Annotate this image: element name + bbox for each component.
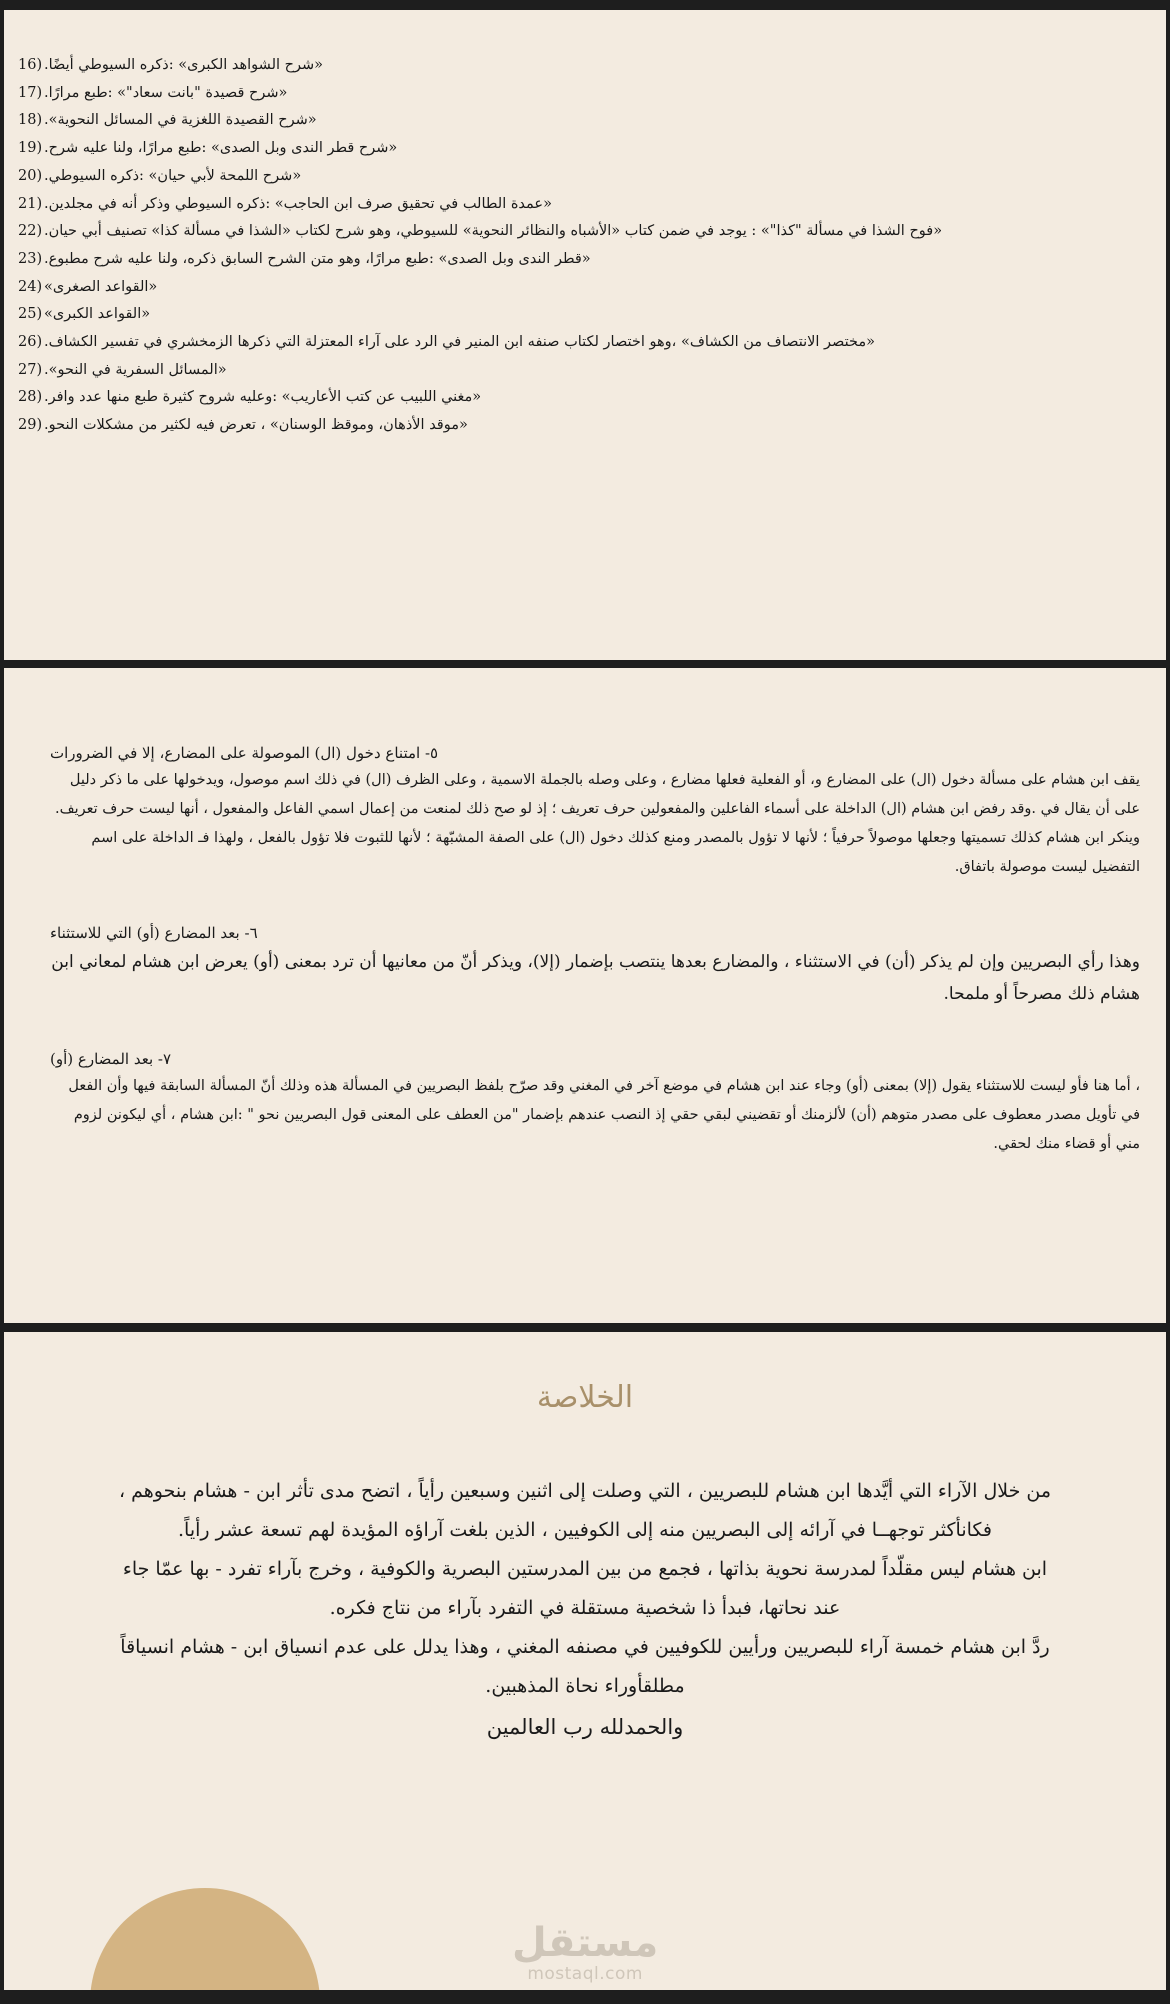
list-item-text: «عمدة الطالب في تحقيق صرف ابن الحاجب» :ذكره السيوطي وذكر أنه في مجلدين. xyxy=(44,195,552,212)
list-item xyxy=(18,246,1136,274)
list-item xyxy=(18,301,1136,329)
page-conclusion xyxy=(4,1332,1166,1990)
list-item-text: «القواعد الكبرى» xyxy=(44,306,151,323)
list-item-number: 20) xyxy=(18,167,43,184)
list-item-number: 17) xyxy=(18,84,43,101)
list-item-text: «موقد الأذهان، وموقظ الوسنان» ، تعرض فيه لكثير من مشكلات النحو. xyxy=(44,417,468,434)
conclusion-paragraph: من خلال الآراء التي أيَّدها ابن هشام للبصريين ، التي وصلت إلى اثنين وسبعين رأياً ، اتضح مدى تأثر ابن - هشام بنحوهم ، فكانأكثر توجهــا في آرائه إلى البصريين منه إلى الكوفيين ، الذين بلغت آراؤه المؤيدة لهم تسعة عشر رأياً. xyxy=(118,1480,1052,1541)
section-5-heading: ٥- امتناع دخول (ال) الموصولة على المضارع، إلا في الضرورات xyxy=(50,744,439,762)
list-item-number: 16) xyxy=(18,57,43,73)
works-list xyxy=(18,52,1136,440)
conclusion-paragraph: ابن هشام ليس مقلّداً لمدرسة نحوية بذاتها ، فجمع من بين المدرستين البصرية والكوفية ، وخرج بآراء تفرد - بها عمّا جاء عند نحاتها، فبدأ ذا شخصية مستقلة في التفرد بآراء من نتاج فكره. xyxy=(122,1558,1048,1619)
list-item-number: 21) xyxy=(18,195,43,212)
list-item xyxy=(18,218,1136,246)
page-grammar-notes xyxy=(4,668,1166,1323)
closing-line: والحمدلله رب العالمين xyxy=(486,1715,684,1739)
list-item xyxy=(18,412,1136,440)
section-6 xyxy=(50,920,1140,1010)
list-item-text: «شرح قطر الندى وبل الصدى» :طبع مرارًا، ولنا عليه شرح. xyxy=(44,140,398,157)
section-5 xyxy=(50,740,1140,882)
list-item-number: 27) xyxy=(18,361,43,378)
list-item-number: 28) xyxy=(18,389,43,406)
list-item-number: 22) xyxy=(18,223,43,240)
list-item-number: 29) xyxy=(18,417,43,434)
watermark-url: mostaql.com xyxy=(527,1964,643,1984)
list-item xyxy=(18,163,1136,191)
decorative-circle xyxy=(90,1888,320,1990)
list-item-text: «فوح الشذا في مسألة "كذا"» : يوجد في ضمن كتاب «الأشباه والنظائر النحوية» للسيوطي، وهو شرح لكتاب «الشذا في مسألة كذا» تصنيف أبي حيان. xyxy=(44,223,943,240)
list-item-text: «شرح القصيدة اللغزية في المسائل النحوية». xyxy=(44,112,317,129)
section-7-body: ، أما هنا فأو ليست للاستثناء يقول (إلا) بمعنى (أو) وجاء عند ابن هشام في موضع آخر في المغني وقد صرّح بلفظ البصريين في المسألة هذه وذلك أنّ المسألة السابقة فيها وأن الفعل في تأويل مصدر معطوف على مصدر متوهم (أن) لألزمنك أو تقضيني لبقي حقي إذ النصب عندهم بإضمار "من العطف على المعنى قول البصريين نحو " :ابن هشام ، أي ليكونن لزوم مني أو قضاء منك لحقي. xyxy=(68,1078,1140,1152)
section-7-heading: ٧- بعد المضارع (أو) xyxy=(50,1050,172,1068)
list-item xyxy=(18,274,1136,302)
section-6-body: وهذا رأي البصريين وإن لم يذكر (أن) في الاستثناء ، والمضارع بعدها ينتصب بإضمار (إلا)، ويذكر أنّ من معانيها أن ترد بمعنى (أو) يعرض ابن هشام لمعاني ابن هشام ذلك مصرحاً أو ملمحا. xyxy=(51,952,1140,1004)
list-item xyxy=(18,80,1136,108)
list-item xyxy=(18,191,1136,219)
list-item-number: 25) xyxy=(18,306,43,323)
list-item-number: 19) xyxy=(18,140,43,157)
list-item-number: 18) xyxy=(18,112,43,129)
list-item-text: «شرح قصيدة "بانت سعاد"» :طبع مرارًا. xyxy=(44,84,288,101)
list-item-number: 23) xyxy=(18,250,43,267)
list-item-number: 26) xyxy=(18,334,43,351)
section-7 xyxy=(50,1046,1140,1159)
list-item-text: «مختصر الانتصاف من الكشاف» ،وهو اختصار لكتاب صنفه ابن المنير في الرد على آراء المعتزلة التي ذكرها الزمخشري في تفسير الكشاف. xyxy=(44,334,875,351)
page-book-list xyxy=(4,10,1166,660)
section-6-heading: ٦- بعد المضارع (أو) التي للاستثناء xyxy=(50,924,258,942)
list-item-text: «قطر الندى وبل الصدى» :طبع مرارًا، وهو متن الشرح السابق ذكره، ولنا عليه شرح مطبوع. xyxy=(44,250,591,267)
list-item xyxy=(18,135,1136,163)
conclusion-paragraph: ردَّ ابن هشام خمسة آراء للبصريين ورأيين للكوفيين في مصنفه المغني ، وهذا يدلل على عدم انسياق ابن - هشام انسياقاً مطلقأوراء نحاة المذهبين. xyxy=(120,1636,1050,1697)
list-item xyxy=(18,107,1136,135)
list-item-text: «مغني اللبيب عن كتب الأعاريب» :وعليه شروح كثيرة طبع منها عدد وافر. xyxy=(44,389,482,406)
list-item xyxy=(18,329,1136,357)
list-item-text: «شرح اللمحة لأبي حيان» :ذكره السيوطي. xyxy=(44,167,302,184)
list-item xyxy=(18,357,1136,385)
list-item-number: 24) xyxy=(18,278,43,295)
list-item xyxy=(18,52,1136,80)
mostaql-watermark xyxy=(512,1922,658,1984)
list-item-text: «شرح الشواهد الكبرى» :ذكره السيوطي أيضًا. xyxy=(44,57,324,73)
list-item xyxy=(18,384,1136,412)
list-item-text: «المسائل السفرية في النحو». xyxy=(44,361,227,378)
list-item-text: «القواعد الصغرى» xyxy=(44,278,158,295)
conclusion-body xyxy=(114,1472,1056,1747)
conclusion-title: الخلاصة xyxy=(536,1380,634,1415)
watermark-arabic: مستقل xyxy=(512,1920,659,1966)
section-5-body: يقف ابن هشام على مسألة دخول (ال) على المضارع و، أو الفعلية فعلها مضارع ، وعلى وصله بالجملة الاسمية ، وعلى الظرف (ال) في ذلك اسم موصول، ويدخولها على ما ذكر دليل على أن يقال في .وقد رفض ابن هشام (ال) الداخلة على أسماء الفاعلين والمفعولين حرف تعريف ؛ إذ لو صح ذلك لمنعت من إعمال اسمي الفاعل والمفعول ، أنها ليست حرف تعريف. وينكر ابن هشام كذلك تسميتها وجعلها موصولاً حرفياً ؛ لأنها لا تؤول بالمصدر ومنع كذلك دخول (ال) على الصفة المشبّهة ؛ لأنها للثبوت فلا تؤول بالفعل ، ولهذا فـ الداخلة على اسم التفضيل ليست موصولة باتفاق. xyxy=(55,772,1140,875)
